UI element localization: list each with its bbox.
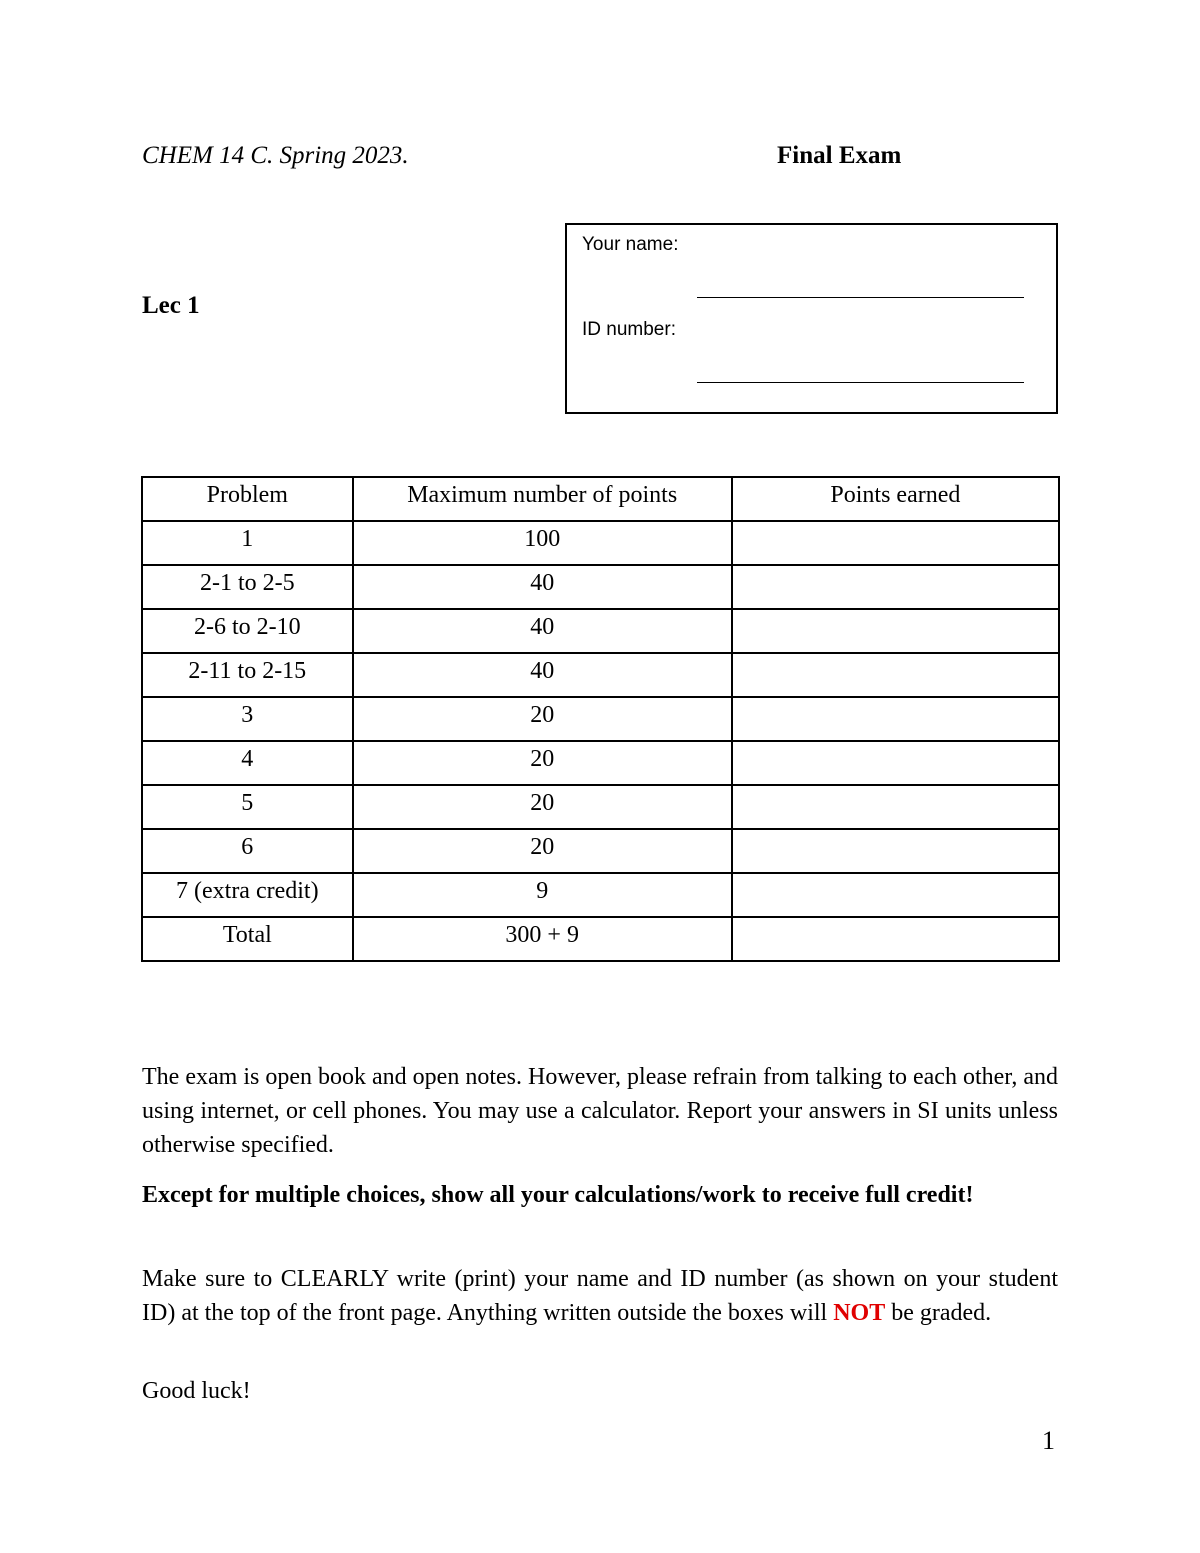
- not-emphasis: NOT: [833, 1300, 886, 1326]
- problem-cell: 3: [142, 697, 353, 741]
- show-work-notice: Except for multiple choices, show all your calculations/work to receive full credit!: [142, 1182, 974, 1208]
- name-field-line[interactable]: [697, 297, 1024, 298]
- points-earned-cell[interactable]: [732, 609, 1059, 653]
- course-title: CHEM 14 C. Spring 2023.: [142, 142, 409, 169]
- lecture-label: Lec 1: [142, 292, 200, 319]
- problem-cell: 6: [142, 829, 353, 873]
- write-name-text: Make sure to CLEARLY write (print) your name and ID number (as shown on your student ID) at the top of the front page. Anything written outside the boxes will: [142, 1266, 1058, 1326]
- problem-cell: 7 (extra credit): [142, 873, 353, 917]
- points-earned-cell[interactable]: [732, 829, 1059, 873]
- max-points-cell: 20: [353, 697, 732, 741]
- header-max-points: Maximum number of points: [353, 477, 732, 521]
- write-name-text-end: be graded.: [885, 1300, 992, 1326]
- write-name-paragraph: [142, 1262, 1058, 1330]
- problem-cell: 2-6 to 2-10: [142, 609, 353, 653]
- points-earned-cell[interactable]: [732, 917, 1059, 961]
- exam-rules-paragraph: The exam is open book and open notes. However, please refrain from talking to each other, and using internet, or cell phones. You may use a calculator. Report your answers in SI units unless otherwise specified.: [142, 1064, 1058, 1158]
- table-row-total: [142, 917, 1059, 961]
- id-field-line[interactable]: [697, 382, 1024, 383]
- table-row: [142, 741, 1059, 785]
- points-earned-cell[interactable]: [732, 741, 1059, 785]
- problem-cell: 4: [142, 741, 353, 785]
- max-points-cell: 300 + 9: [353, 917, 732, 961]
- good-luck-text: Good luck!: [142, 1378, 251, 1404]
- table-row: [142, 521, 1059, 565]
- points-earned-cell[interactable]: [732, 785, 1059, 829]
- max-points-cell: 9: [353, 873, 732, 917]
- problem-cell: 1: [142, 521, 353, 565]
- problem-cell: Total: [142, 917, 353, 961]
- table-row: [142, 565, 1059, 609]
- exam-title: Final Exam: [777, 142, 902, 169]
- max-points-cell: 40: [353, 565, 732, 609]
- problem-cell: 5: [142, 785, 353, 829]
- table-header-row: [142, 477, 1059, 521]
- page-number: 1: [1042, 1426, 1055, 1455]
- table-row: [142, 697, 1059, 741]
- table-row: [142, 785, 1059, 829]
- max-points-cell: 20: [353, 785, 732, 829]
- max-points-cell: 100: [353, 521, 732, 565]
- max-points-cell: 40: [353, 609, 732, 653]
- problem-cell: 2-1 to 2-5: [142, 565, 353, 609]
- table-row: [142, 873, 1059, 917]
- max-points-cell: 20: [353, 829, 732, 873]
- max-points-cell: 40: [353, 653, 732, 697]
- points-earned-cell[interactable]: [732, 565, 1059, 609]
- points-earned-cell[interactable]: [732, 873, 1059, 917]
- table-row: [142, 609, 1059, 653]
- table-row: [142, 829, 1059, 873]
- id-label: ID number:: [582, 319, 676, 340]
- points-earned-cell[interactable]: [732, 653, 1059, 697]
- header-problem: Problem: [142, 477, 353, 521]
- max-points-cell: 20: [353, 741, 732, 785]
- points-earned-cell[interactable]: [732, 697, 1059, 741]
- points-earned-cell[interactable]: [732, 521, 1059, 565]
- problem-cell: 2-11 to 2-15: [142, 653, 353, 697]
- header-points-earned: Points earned: [732, 477, 1059, 521]
- name-label: Your name:: [582, 234, 679, 255]
- student-info-box: [565, 223, 1058, 414]
- score-table: [141, 476, 1060, 962]
- table-row: [142, 653, 1059, 697]
